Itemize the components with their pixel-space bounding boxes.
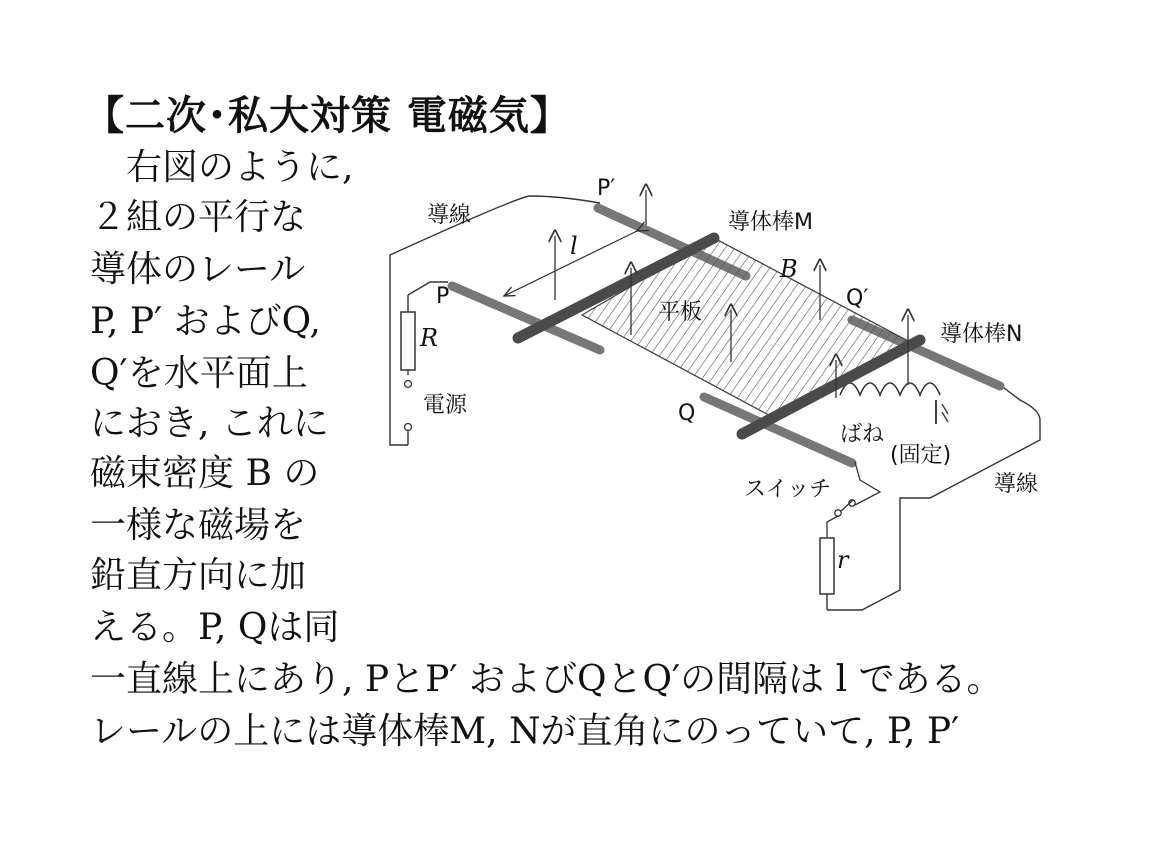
label-field: B [780,255,798,283]
body-line: 鉛直方向に加 [90,555,307,596]
label-rail-p-prime: P′ [597,176,616,201]
body-line: におき, これに [90,403,329,444]
label-spring: ばね [840,422,885,447]
body-line: 導体のレール [90,249,306,290]
label-wire-right: 導線 [994,472,1039,497]
body-line: える。P, Qは同 [90,607,340,648]
label-rod-n: 導体棒N [940,322,1023,347]
label-rod-m: 導体棒M [728,210,813,235]
body-line: ２組の平行な [90,197,307,238]
resistor-small [820,538,834,594]
label-fixed: (固定) [890,443,952,468]
rail-p [452,286,600,350]
wire-right [827,385,1040,610]
label-spacing: l [570,232,578,260]
body-line: Q′を水平面上 [90,353,308,394]
body-line: レールの上には導体棒M, Nが直角にのっていて, P, P′ [90,711,960,752]
label-rail-q: Q [678,401,696,426]
label-wire-top: 導線 [427,203,472,228]
label-switch: スイッチ [744,477,832,502]
body-line: 磁束密度 B の [90,453,320,494]
body-line: P, P′ およびQ, [90,301,321,342]
body-line: 一直線上にあり, PとP′ およびQとQ′の間隔は l である。 [90,659,1003,700]
heading: 【二次･私大対策 電磁気】 [84,93,571,139]
label-power-source: 電源 [423,393,468,418]
body-line: 右図のように, [90,147,354,188]
wire-left [390,196,600,445]
label-plate: 平板 [658,300,703,325]
label-resistor-big: R [420,324,439,352]
label-resistor-small: r [837,546,849,574]
resistor-big [401,312,415,370]
body-line: 一様な磁場を [90,505,307,546]
label-rail-q-prime: Q′ [846,286,869,311]
spring [840,383,940,395]
label-rail-p: P [436,284,450,309]
